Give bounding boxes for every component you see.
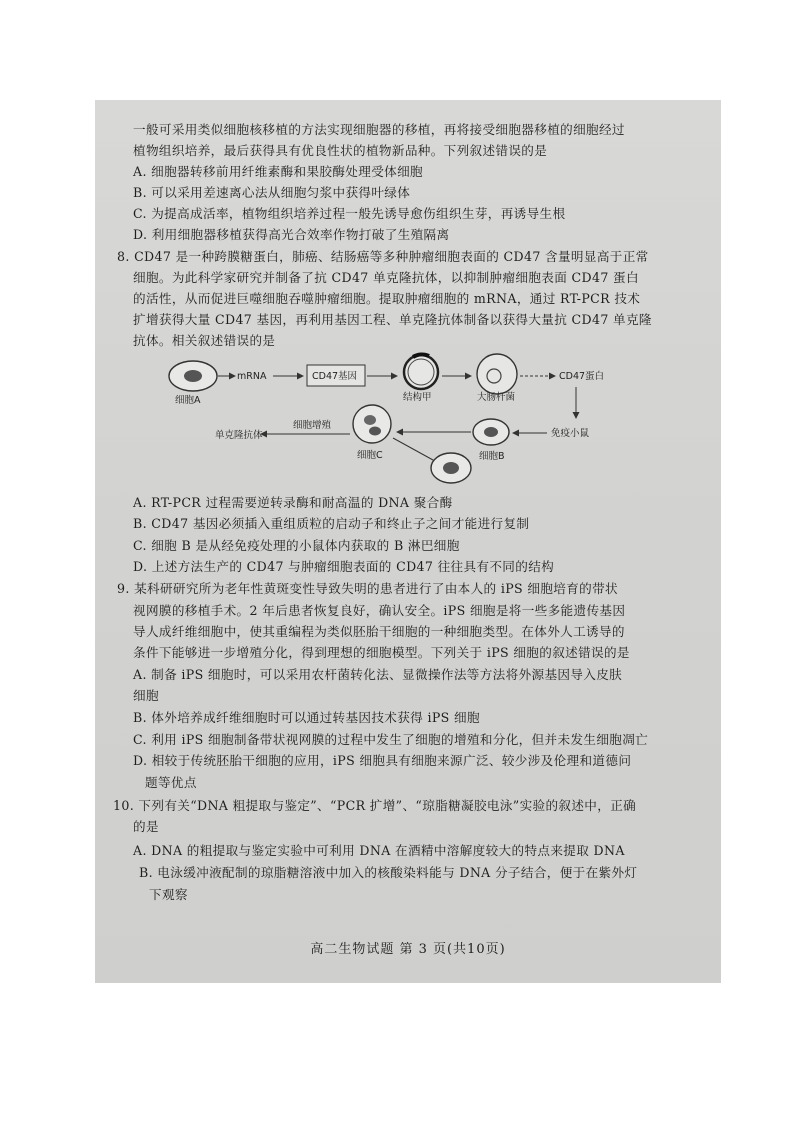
cell-a-shape [169, 361, 217, 391]
text-line: 9. 某科研研究所为老年性黄斑变性导致失明的患者进行了由本人的 iPS 细胞培育的带状 [117, 581, 618, 596]
text-line: 下观察 [149, 887, 188, 902]
cell-c-shape [353, 405, 391, 443]
text-line: A. 细胞器转移前用纤维素酶和果胶酶处理受体细胞 [133, 164, 423, 179]
text-line: D. 上述方法生产的 CD47 与肿瘤细胞表面的 CD47 往往具有不同的结构 [133, 559, 555, 574]
antibody-label: 单克隆抗体 [215, 430, 263, 441]
text-line: 10. 下列有关“DNA 粗提取与鉴定”、“PCR 扩增”、“琼脂糖凝胶电泳”实验的叙述中，正确 [113, 798, 637, 813]
cd47-flow-diagram [95, 100, 721, 983]
text-line: C. 细胞 B 是从经免疫处理的小鼠体内获取的 B 淋巴细胞 [133, 538, 460, 553]
mrna-label: mRNA [237, 371, 267, 382]
text-line: 条件下能够进一步增殖分化，得到理想的细胞模型。下列关于 iPS 细胞的叙述错误的是 [133, 645, 630, 660]
text-line: 细胞。为此科学家研究并制备了抗 CD47 单克隆抗体，以抑制肿瘤细胞表面 CD47 蛋白 [133, 270, 639, 285]
protein-label: CD47蛋白 [559, 371, 605, 382]
text-line: A. 制备 iPS 细胞时，可以采用农杆菌转化法、显微操作法等方法将外源基因导入皮肤 [133, 667, 623, 682]
cell-a-label: 细胞A [175, 395, 201, 406]
text-line: 导人成纤维细胞中，使其重编程为类似胚胎干细胞的一种细胞类型。在体外人工诱导的 [133, 624, 625, 639]
text-line: B. 体外培养成纤维细胞时可以通过转基因技术获得 iPS 细胞 [133, 710, 480, 725]
text-line: 扩增获得大量 CD47 基因，再利用基因工程、单克隆抗体制备以获得大量抗 CD47 单克隆 [133, 312, 652, 327]
text-line: B. 可以采用差速离心法从细胞匀浆中获得叶绿体 [133, 185, 411, 200]
text-line: 细胞 [133, 688, 159, 703]
text-line: B. 电泳缓冲液配制的琼脂糖溶液中加入的核酸染料能与 DNA 分子结合，便于在紫外灯 [139, 865, 638, 880]
text-line: 抗体。相关叙述错误的是 [133, 333, 276, 348]
text-line: 题等优点 [145, 775, 197, 790]
prolif-label: 细胞增殖 [293, 420, 332, 431]
cell-c-label: 细胞C [357, 450, 383, 461]
struct-a-label: 结构甲 [403, 392, 432, 403]
text-line: D. 相较于传统胚胎干细胞的应用，iPS 细胞具有细胞来源广泛、较少涉及伦理和道德问 [133, 753, 632, 768]
mouse-label: 免疫小鼠 [551, 428, 590, 439]
text-line: 植物组织培养，最后获得具有优良性状的植物新品种。下列叙述错误的是 [133, 143, 548, 158]
ecoli-shape [477, 354, 517, 394]
exam-page [95, 100, 721, 983]
text-line: A. DNA 的粗提取与鉴定实验中可利用 DNA 在酒精中溶解度较大的特点来提取 DNA [133, 843, 625, 858]
ecoli-label: 大肠杆菌 [477, 392, 516, 403]
tumor-cell-shape [431, 453, 471, 483]
text-line: B. CD47 基因必须插入重组质粒的启动子和终止子之间才能进行复制 [133, 516, 530, 531]
cell-b-label: 细胞B [479, 451, 505, 462]
text-line: A. RT-PCR 过程需要逆转录酶和耐高温的 DNA 聚合酶 [133, 495, 453, 510]
text-line: 8. CD47 是一种跨膜糖蛋白，肺癌、结肠癌等多种肿瘤细胞表面的 CD47 含量明显高于正常 [117, 249, 649, 264]
text-line: 视网膜的移植手术。2 年后患者恢复良好，确认安全。iPS 细胞是将一些多能遗传基因 [133, 603, 626, 618]
text-line: C. 利用 iPS 细胞制备带状视网膜的过程中发生了细胞的增殖和分化，但并未发生细胞凋亡 [133, 732, 649, 747]
gene-label: CD47基因 [312, 371, 358, 382]
plasmid-shape [404, 354, 438, 389]
text-line: 一般可采用类似细胞核移植的方法实现细胞器的移植，再将接受细胞器移植的细胞经过 [133, 122, 625, 137]
text-line: C. 为提高成活率，植物组织培养过程一般先诱导愈伤组织生芽，再诱导生根 [133, 206, 566, 221]
text-line: 的活性，从而促进巨噬细胞吞噬肿瘤细胞。提取肿瘤细胞的 mRNA，通过 RT-PCR 技术 [133, 291, 641, 306]
text-line: 的是 [133, 819, 159, 834]
arrow-tumor-cellc [393, 438, 433, 460]
page-footer: 高二生物试题 第 3 页(共10页) [310, 942, 506, 957]
cell-b-shape [473, 419, 509, 445]
text-line: D. 利用细胞器移植获得高光合效率作物打破了生殖隔离 [133, 227, 450, 242]
